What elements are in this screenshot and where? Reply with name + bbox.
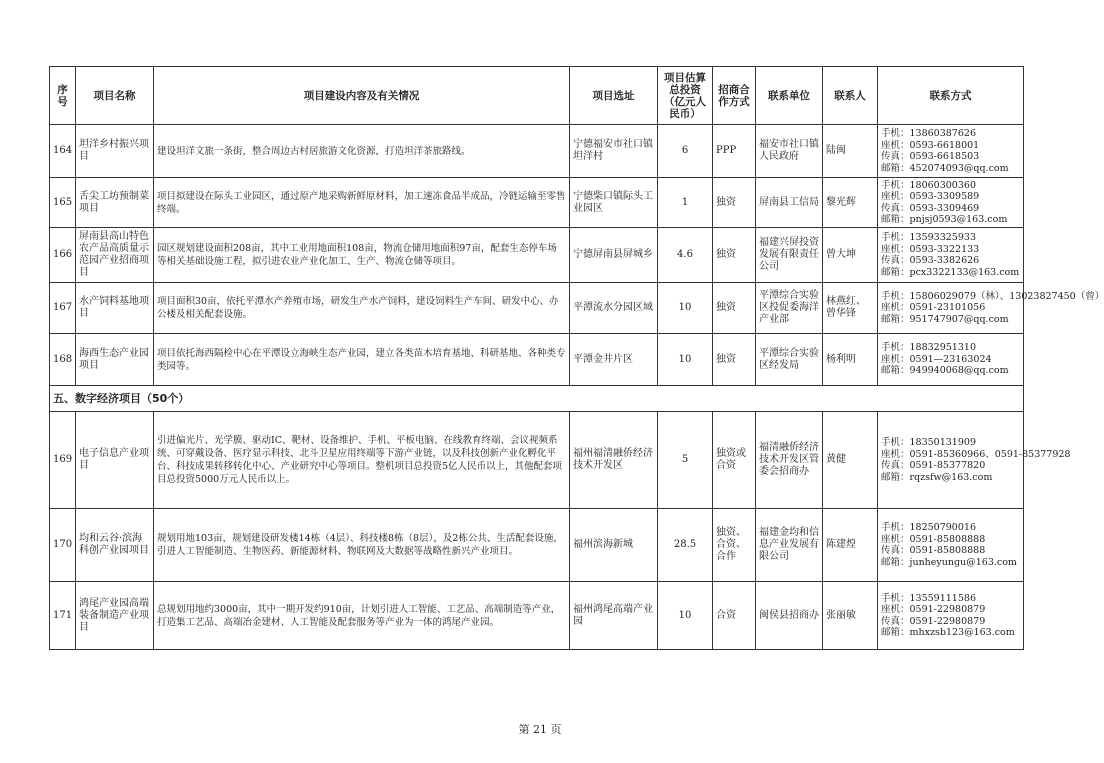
contact-line: 邮箱：452074093@qq.com [881, 162, 1009, 174]
contact-line: 手机：13860387626 [881, 128, 976, 139]
cell-invest: 4.6 [658, 228, 713, 283]
cell-contact [878, 283, 1104, 334]
cell-invest: 10 [658, 283, 713, 334]
cell-person: 黄健 [823, 412, 878, 509]
cell-no: 164 [50, 125, 76, 178]
cell-name: 海西生态产业园项目 [76, 334, 154, 386]
cell-invest: 10 [658, 334, 713, 386]
table-row [50, 412, 1024, 509]
cell-name: 电子信息产业项目 [76, 412, 154, 509]
cell-content: 项目拟建设在际头工业园区，通过原产地采购新鲜原材料，加工速冻食品半成品，冷链运输至零售终端。 [154, 178, 570, 228]
section-row [50, 386, 1024, 412]
contact-line: 座机：0593-6618001 [881, 139, 980, 151]
contact-line: 传真：0591-22980879 [881, 615, 986, 627]
cell-no: 165 [50, 178, 76, 228]
contact-line: 座机：0591-85360966、0591-85377928 [881, 448, 1071, 460]
table-row [50, 509, 1024, 582]
cell-contact [878, 228, 1024, 283]
cell-site: 平潭流水分园区域 [570, 283, 658, 334]
contact-line: 手机：15806029079（林）、13023827450（曾） [881, 290, 1104, 302]
cell-name: 舌尖工坊预制菜项目 [76, 178, 154, 228]
col-header-no: 序号 [50, 67, 76, 125]
cell-contact [878, 412, 1071, 509]
cell-mode: 独资 [713, 228, 756, 283]
cell-contact [878, 509, 1024, 582]
header-row [50, 67, 1024, 125]
cell-no: 167 [50, 283, 76, 334]
contact-line: 传真：0593-3309469 [881, 202, 980, 214]
cell-content: 项目依托海西隔检中心在平潭设立海峡生态产业园，建立各类苗木培育基地、科研基地、各种类专类园等。 [154, 334, 570, 386]
cell-site: 平潭金井片区 [570, 334, 658, 386]
cell-unit: 福安市社口镇人民政府 [756, 125, 823, 178]
cell-unit: 福建金均和信息产业发展有限公司 [756, 509, 823, 582]
cell-no: 171 [50, 582, 76, 650]
table-row [50, 334, 1024, 386]
contact-line: 邮箱：pnjsj0593@163.com [881, 214, 1008, 225]
cell-person: 张丽敏 [823, 582, 878, 650]
cell-content: 总规划用地约3000亩，其中一期开发约910亩，计划引进人工智能、工艺品、高端制造等产业，打造集工艺品、高端冶金建材、人工智能及配套服务等产业为一体的鸿尾产业园。 [154, 582, 570, 650]
cell-contact [878, 582, 1024, 650]
cell-contact [878, 334, 1024, 386]
contact-line: 邮箱：pcx3322133@163.com [881, 266, 1020, 278]
contact-line: 邮箱：rqzsfw@163.com [881, 471, 993, 483]
cell-mode: 独资、合资、合作 [713, 509, 756, 582]
table-row [50, 283, 1024, 334]
cell-name: 均和云谷·滨海科创产业园项目 [76, 509, 154, 582]
cell-invest: 6 [658, 125, 713, 178]
contact-line: 传真：0591-85808888 [881, 545, 986, 556]
cell-no: 168 [50, 334, 76, 386]
cell-person: 陆闽 [823, 125, 878, 178]
cell-mode: 合资 [713, 582, 756, 650]
cell-site: 宁德柴口镇际头工业园区 [570, 178, 658, 228]
cell-site: 宁德屏南县屏城乡 [570, 228, 658, 283]
contact-line: 座机：0591-85808888 [881, 533, 986, 545]
cell-name: 屏南县高山特色农产品高质量示范园产业招商项目 [76, 228, 154, 283]
contact-line: 手机：13593325933 [881, 232, 976, 243]
cell-unit: 福建兴屏投资发展有限责任公司 [756, 228, 823, 283]
cell-invest: 5 [658, 412, 713, 509]
cell-unit: 平潭综合实验区经发局 [756, 334, 823, 386]
contact-line: 邮箱：junheyungu@163.com [881, 556, 1017, 568]
cell-name: 坦洋乡村振兴项目 [76, 125, 154, 178]
contact-line: 传真：0593-6618503 [881, 151, 980, 162]
cell-unit: 闽侯县招商办 [756, 582, 823, 650]
col-header-mode: 招商合作方式 [713, 67, 756, 125]
table-row [50, 178, 1024, 228]
cell-person: 林燕红、曾华锋 [823, 283, 878, 334]
contact-line: 传真：0593-3382626 [881, 255, 980, 266]
cell-person: 杨利明 [823, 334, 878, 386]
cell-person: 黎光辉 [823, 178, 878, 228]
contact-line: 座机：0593-3309589 [881, 191, 980, 202]
contact-line: 手机：18060300360 [881, 179, 976, 191]
contact-line: 手机：18832951310 [881, 342, 976, 354]
cell-contact [878, 125, 1024, 178]
cell-person: 曾大坤 [823, 228, 878, 283]
table-row [50, 582, 1024, 650]
cell-name: 鸿尾产业园高端装备制造产业项目 [76, 582, 154, 650]
contact-line: 座机：0591—23163024 [881, 353, 992, 365]
cell-no: 166 [50, 228, 76, 283]
cell-unit: 平潭综合实验区投促委海洋产业部 [756, 283, 823, 334]
cell-invest: 28.5 [658, 509, 713, 582]
col-header-name: 项目名称 [76, 67, 154, 125]
table-row [50, 125, 1024, 178]
cell-unit: 福清融侨经济技术开发区管委会招商办 [756, 412, 823, 509]
contact-line: 邮箱：951747907@qq.com [881, 313, 1009, 325]
contact-line: 座机：0593-3322133 [881, 243, 980, 255]
project-table [49, 66, 1104, 650]
cell-mode: 独资 [713, 283, 756, 334]
cell-content: 园区规划建设面积208亩，其中工业用地面积108亩，物流仓储用地面积97亩，配套生态停车场等相关基础设施工程，拟引进农业产业化加工、生产、物流仓储等项目。 [154, 228, 570, 283]
col-header-invest: 项目估算总投资（亿元人民币） [658, 67, 713, 125]
table-row [50, 228, 1024, 283]
cell-content: 引进偏光片、光学膜、驱动IC、靶材、设备维护、手机、平板电脑、在线教育终端、会议视频系统、可穿戴设备、医疗显示科技、北斗卫星应用终端等下游产业链，以及科技创新产业化孵化平台、科技成果转移转化中心、产业研究中心等项目。整机项目总投资5亿人民币以上，其他配套项目总投资5000万元人民币以上。 [154, 412, 570, 509]
cell-content: 规划用地103亩，规划建设研发楼14栋（4层）、科技楼8栋（8层），及2栋公共、生活配套设施，引进人工智能制造、生物医药、新能源材料、物联网及大数据等战略性新兴产业项目。 [154, 509, 570, 582]
contact-line: 手机：18350131909 [881, 437, 976, 448]
contact-line: 座机：0591-23101056 [881, 302, 986, 314]
cell-site: 福州滨海新城 [570, 509, 658, 582]
col-header-unit: 联系单位 [756, 67, 823, 125]
cell-no: 170 [50, 509, 76, 582]
col-header-contact: 联系方式 [878, 67, 1024, 125]
cell-site: 宁德福安市社口镇坦洋村 [570, 125, 658, 178]
section-title: 五、数字经济项目（50个） [50, 386, 1024, 412]
contact-line: 邮箱：mhxzsb123@163.com [881, 627, 1015, 638]
cell-mode: 独资 [713, 334, 756, 386]
cell-person: 陈建煌 [823, 509, 878, 582]
cell-site: 福州福清融侨经济技术开发区 [570, 412, 658, 509]
col-header-person: 联系人 [823, 67, 878, 125]
cell-contact [878, 178, 1024, 228]
contact-line: 邮箱：949940068@qq.com [881, 365, 1009, 377]
cell-invest: 1 [658, 178, 713, 228]
contact-line: 手机：13559111586 [881, 592, 976, 604]
cell-invest: 10 [658, 582, 713, 650]
contact-line: 手机：18250790016 [881, 522, 976, 533]
cell-no: 169 [50, 412, 76, 509]
cell-mode: 独资或合资 [713, 412, 756, 509]
contact-line: 传真：0591-85377820 [881, 460, 986, 471]
cell-content: 项目面积30亩，依托平潭水产养殖市场，研发生产水产饲料，建设饲料生产车间、研发中心、办公楼及相关配套设施。 [154, 283, 570, 334]
cell-content: 建设坦洋文旅一条街，整合周边古村居旅游文化资源，打造坦洋茶旅路线。 [154, 125, 570, 178]
cell-site: 福州鸿尾高端产业园 [570, 582, 658, 650]
col-header-content: 项目建设内容及有关情况 [154, 67, 570, 125]
col-header-site: 项目选址 [570, 67, 658, 125]
contact-line: 座机：0591-22980879 [881, 604, 986, 615]
page-number: 第 21 页 [518, 723, 562, 736]
cell-name: 水产饲料基地项目 [76, 283, 154, 334]
cell-mode: 独资 [713, 178, 756, 228]
cell-mode: PPP [713, 125, 756, 178]
cell-unit: 屏南县工信局 [756, 178, 823, 228]
